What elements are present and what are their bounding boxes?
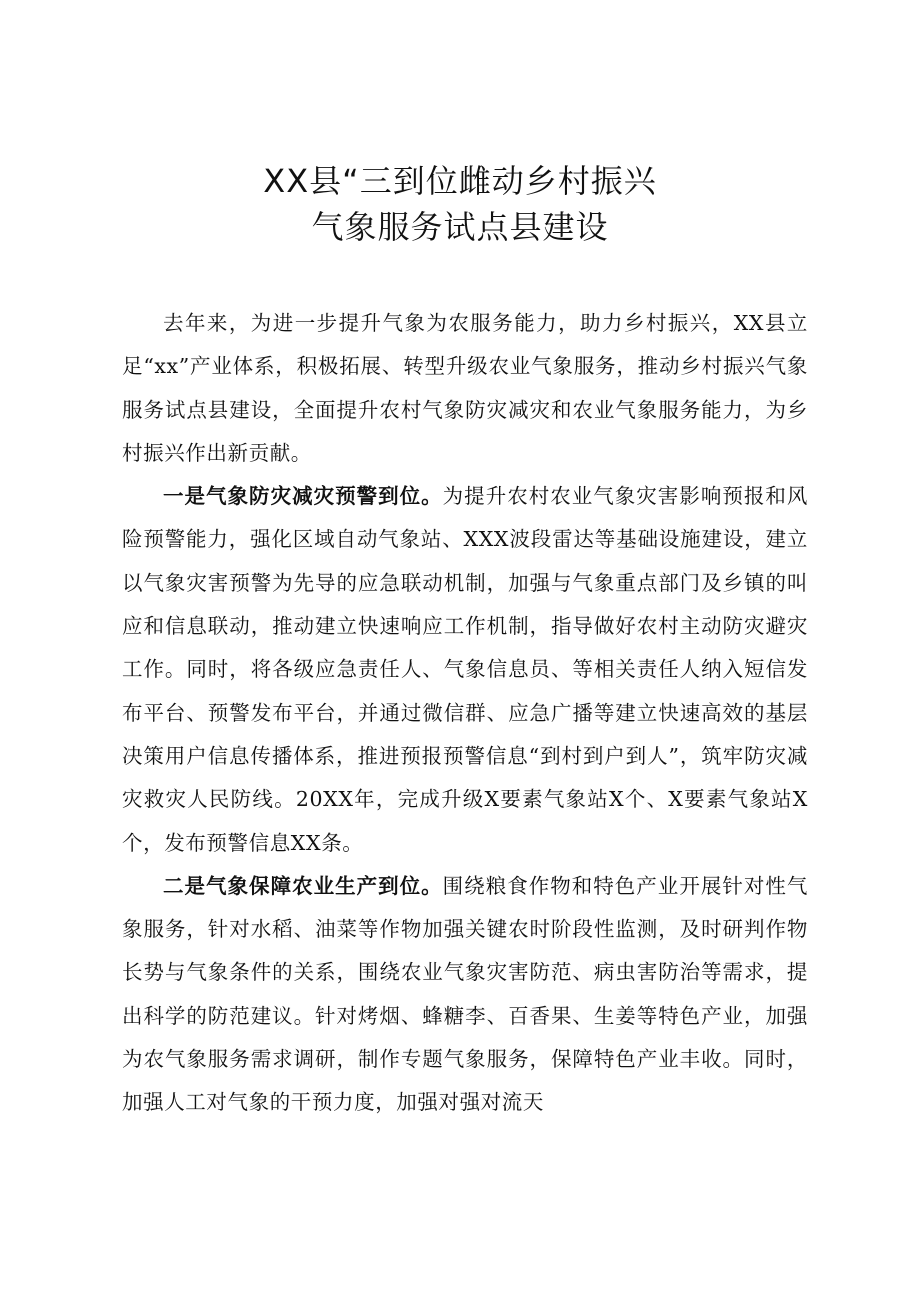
document-title [0,158,920,250]
paragraph-lead: 一是气象防灾减灾预警到位。 [163,484,443,509]
paragraph-text: 去年来，为进一步提升气象为农服务能力，助力乡村振兴，XX县立足“xx”产业体系，积极拓展、转型升级农业气象服务，推动乡村振兴气象服务试点县建设，全面提升农村气象防灾减灾和农业气象服务能力，为乡村振兴作出新贡献。 [122,311,808,465]
title-line-1: XX县“三到位雌动乡村振兴 [263,162,657,200]
title-line-2: 气象服务试点县建设 [311,208,609,246]
paragraph-text: 为提升农村农业气象灾害影响预报和风险预警能力，强化区域自动气象站、XXX波段雷达等基础设施建设，建立以气象灾害预警为先导的应急联动机制，加强与气象重点部门及乡镇的叫应和信息联动，推动建立快速响应工作机制，指导做好农村主动防灾避灾工作。同时，将各级应急责任人、气象信息员、等相关责任人纳入短信发布平台、预警发布平台，并通过微信群、应急广播等建立快速高效的基层决策用户信息传播体系，推进预报预警信息“到村到户到人”，筑牢防灾减灾救灾人民防线。20XX年，完成升级X要素气象站X个、X要素气象站X个，发布预警信息XX条。 [122,484,808,855]
paragraph-disaster-warning [122,475,808,865]
paragraph-lead: 二是气象保障农业生产到位。 [163,873,443,898]
document-body [122,302,808,1125]
paragraph-text: 围绕粮食作物和特色产业开展针对性气象服务，针对水稻、油菜等作物加强关键农时阶段性监测，及时研判作物长势与气象条件的关系，围绕农业气象灾害防范、病虫害防治等需求，提出科学的防范建议。针对烤烟、蜂糖李、百香果、生姜等特色产业，加强为农气象服务需求调研，制作专题气象服务，保障特色产业丰收。同时，加强人工对气象的干预力度，加强对强对流天 [122,873,808,1115]
paragraph-agriculture [122,865,808,1125]
paragraph-intro [122,302,808,475]
